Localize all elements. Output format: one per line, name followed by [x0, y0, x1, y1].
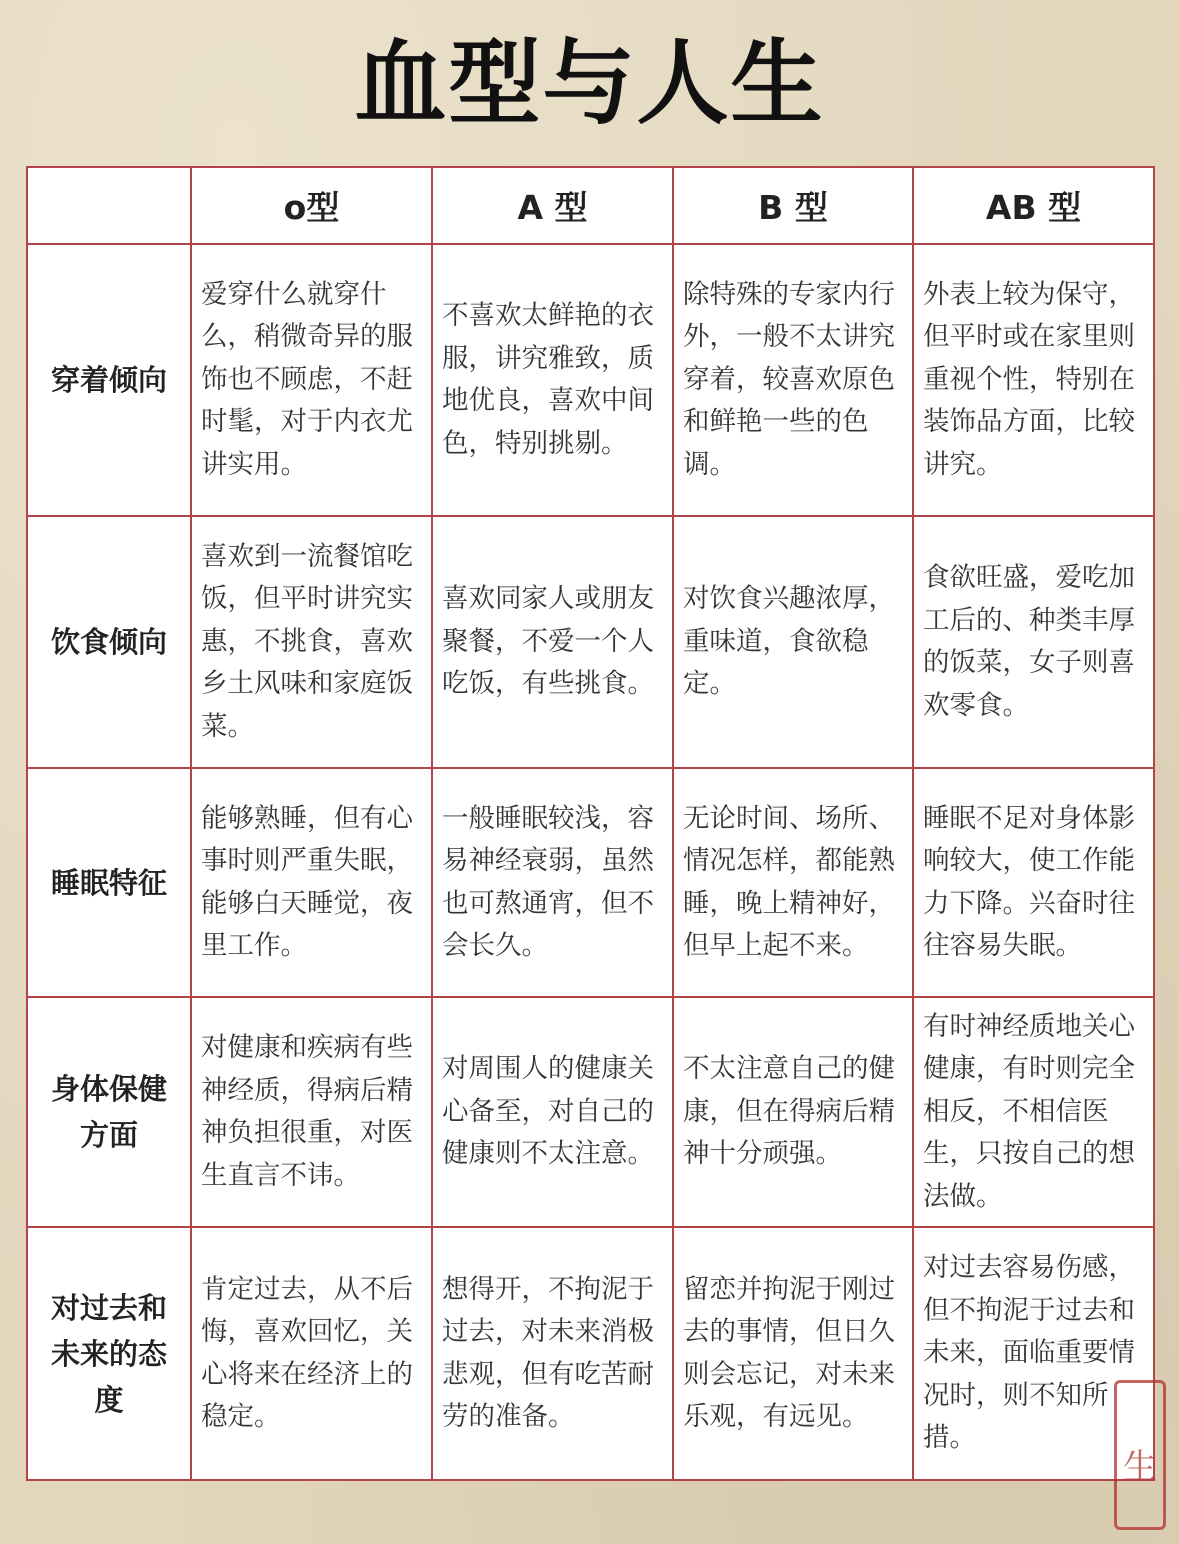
page-title: 血型与人生 — [354, 30, 825, 137]
blood-type-table — [26, 166, 1155, 1481]
table-cell: 对周围人的健康关心备至，对自己的健康则不太注意。 — [432, 997, 673, 1227]
row-header-attitude: 对过去和未来的态度 — [27, 1227, 191, 1480]
table-cell: 睡眠不足对身体影响较大，使工作能力下降。兴奋时往往容易失眠。 — [913, 768, 1154, 997]
row-header-health: 身体保健方面 — [27, 997, 191, 1227]
column-header-b: B 型 — [673, 167, 913, 244]
table-cell: 喜欢同家人或朋友聚餐，不爱一个人吃饭，有些挑食。 — [432, 516, 673, 768]
table-cell: 对过去容易伤感，但不拘泥于过去和未来，面临重要情况时，则不知所措。 — [913, 1227, 1154, 1480]
row-header-diet: 饮食倾向 — [27, 516, 191, 768]
table-row — [27, 1227, 1154, 1480]
table-cell: 肯定过去，从不后悔，喜欢回忆，关心将来在经济上的稳定。 — [191, 1227, 432, 1480]
table-cell: 一般睡眠较浅，容易神经衰弱，虽然也可熬通宵，但不会长久。 — [432, 768, 673, 997]
row-header-sleep: 睡眠特征 — [27, 768, 191, 997]
table-cell: 有时神经质地关心健康，有时则完全相反，不相信医生，只按自己的想法做。 — [913, 997, 1154, 1227]
column-header-o: o型 — [191, 167, 432, 244]
table-cell: 对健康和疾病有些神经质，得病后精神负担很重，对医生直言不讳。 — [191, 997, 432, 1227]
table-cell: 爱穿什么就穿什么，稍微奇异的服饰也不顾虑，不赶时髦，对于内衣尤讲实用。 — [191, 244, 432, 516]
table-cell: 想得开，不拘泥于过去，对未来消极悲观，但有吃苦耐劳的准备。 — [432, 1227, 673, 1480]
column-header-ab: AB 型 — [913, 167, 1154, 244]
table-row — [27, 997, 1154, 1227]
table-cell: 能够熟睡，但有心事时则严重失眠，能够白天睡觉，夜里工作。 — [191, 768, 432, 997]
table-row — [27, 244, 1154, 516]
table-cell: 喜欢到一流餐馆吃饭，但平时讲究实惠，不挑食，喜欢乡土风味和家庭饭菜。 — [191, 516, 432, 768]
table-cell: 无论时间、场所、情况怎样，都能熟睡，晚上精神好，但早上起不来。 — [673, 768, 913, 997]
table-cell: 外表上较为保守，但平时或在家里则重视个性，特别在装饰品方面，比较讲究。 — [913, 244, 1154, 516]
table-cell: 不太注意自己的健康，但在得病后精神十分顽强。 — [673, 997, 913, 1227]
blood-type-table-wrapper — [26, 166, 1153, 1479]
table-corner-cell — [27, 167, 191, 244]
column-header-a: A 型 — [432, 167, 673, 244]
table-cell: 留恋并拘泥于刚过去的事情，但日久则会忘记，对未来乐观，有远见。 — [673, 1227, 913, 1480]
table-cell: 食欲旺盛，爱吃加工后的、种类丰厚的饭菜，女子则喜欢零食。 — [913, 516, 1154, 768]
table-cell: 除特殊的专家内行外，一般不太讲究穿着，较喜欢原色和鲜艳一些的色调。 — [673, 244, 913, 516]
table-row — [27, 768, 1154, 997]
table-header-row — [27, 167, 1154, 244]
table-cell: 不喜欢太鲜艳的衣服，讲究雅致，质地优良，喜欢中间色，特别挑剔。 — [432, 244, 673, 516]
red-seal-stamp: 生 — [1114, 1380, 1166, 1530]
table-row — [27, 516, 1154, 768]
table-cell: 对饮食兴趣浓厚，重味道，食欲稳定。 — [673, 516, 913, 768]
row-header-clothing: 穿着倾向 — [27, 244, 191, 516]
